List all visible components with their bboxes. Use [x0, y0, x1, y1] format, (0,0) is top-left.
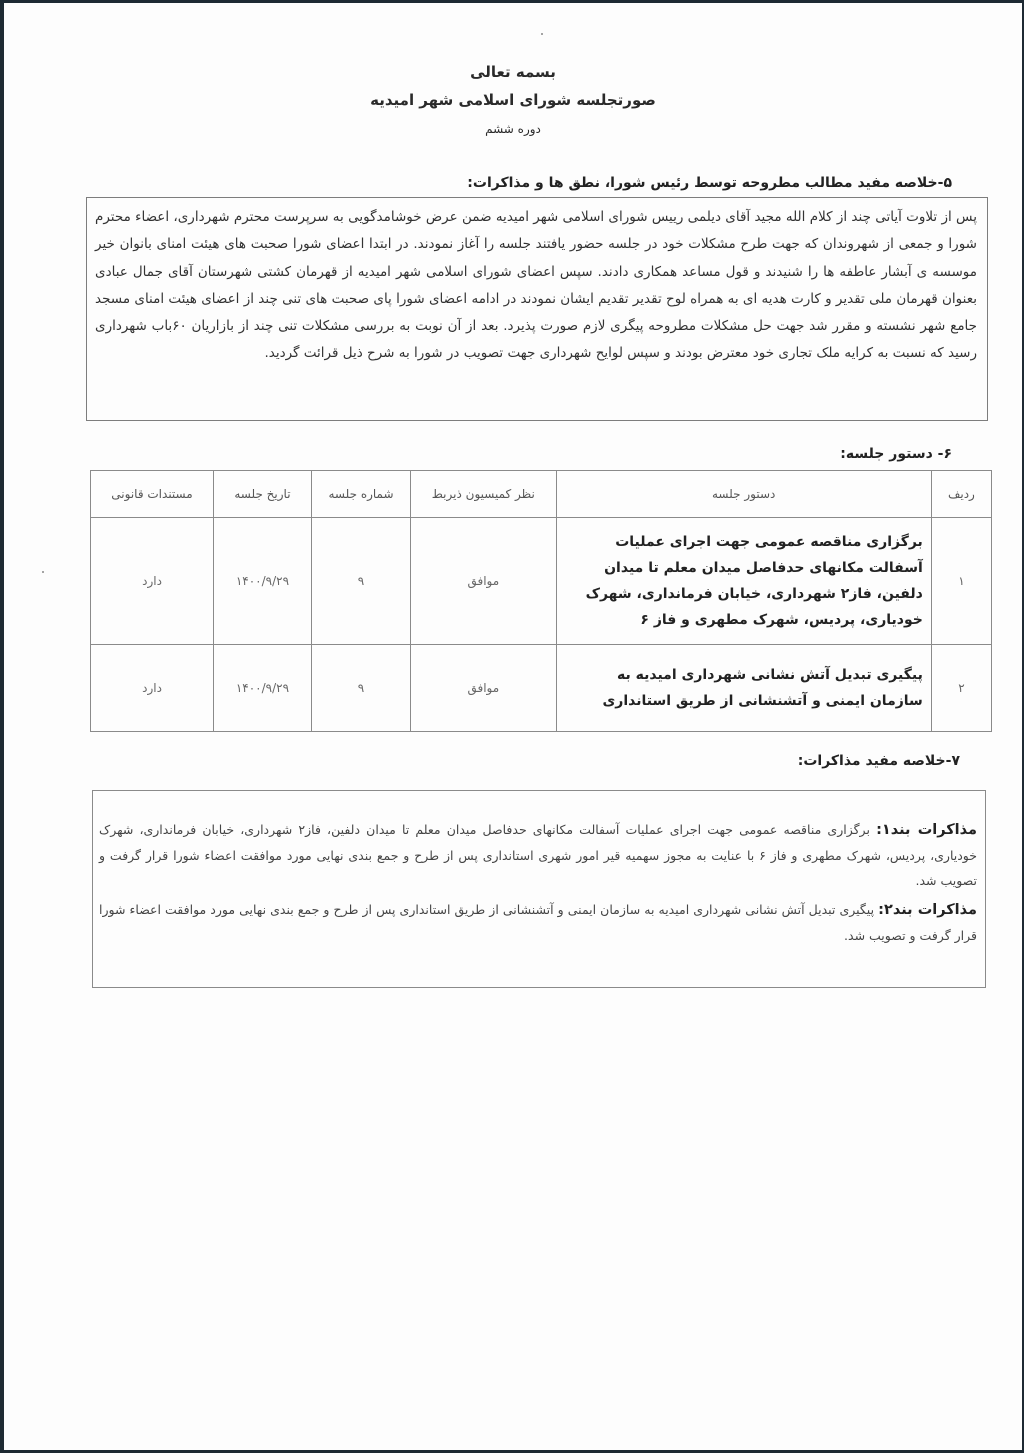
document-title: صورتجلسه شورای اسلامی شهر امیدیه [370, 91, 656, 109]
section-7-box [92, 790, 986, 988]
section-5-heading: ۵-خلاصه مفید مطالب مطروحه توسط رئیس شورا، نطق ها و مذاکرات: [467, 175, 952, 191]
discussion-item-label: مذاکرات بند۲: [878, 902, 978, 918]
scan-speck [42, 571, 44, 573]
discussion-item-1 [99, 817, 977, 893]
row-legal-docs: دارد [91, 518, 214, 645]
section-5-box [86, 197, 988, 421]
row-session-date: ۱۴۰۰/۹/۲۹ [214, 518, 312, 645]
scan-speck [541, 33, 543, 35]
discussion-item-text: برگزاری مناقصه عمومی جهت اجرای عملیات آسفالت مکانهای حدفاصل میدان معلم تا میدان دلفین، فاز۲ شهرداری، خیابان فرمانداری، شهرک خودیاری، پردیس، شهرک مطهری و فاز ۶ با عنایت به مجوز سهمیه قیر امور شهری استانداری پس از طرح و جمع بندی نهایی مورد موافقت اعضاء شورا قرار گرفت و تصویب شد. [99, 822, 977, 888]
row-index: ۱ [931, 518, 991, 645]
section-6-heading: ۶- دستور جلسه: [840, 446, 952, 462]
col-commission-header: نظر کمیسیون ذیربط [411, 471, 556, 518]
agenda-table [90, 470, 992, 732]
table-row [91, 645, 992, 732]
discussion-item-label: مذاکرات بند۱: [876, 822, 978, 838]
discussion-item-text: پیگیری تبدیل آتش نشانی شهرداری امیدیه به سازمان ایمنی و آتشنشانی از طریق استانداری پس از طرح و جمع بندی نهایی مورد موافقت اعضاء شورا قرار گرفت و تصویب شد. [99, 902, 977, 943]
col-session-date-header: تاریخ جلسه [214, 471, 312, 518]
row-commission-opinion: موافق [411, 645, 556, 732]
section-7-heading: ۷-خلاصه مفید مذاکرات: [797, 753, 960, 769]
col-session-number-header: شماره جلسه [311, 471, 410, 518]
invocation-heading: بسمه تعالی [470, 63, 556, 81]
row-session-number: ۹ [311, 518, 410, 645]
council-term: دوره ششم [485, 122, 541, 136]
col-topic-header: دستور جلسه [556, 471, 931, 518]
row-topic: برگزاری مناقصه عمومی جهت اجرای عملیات آسفالت مکانهای حدفاصل میدان معلم تا میدان دلفین، فاز۲ شهرداری، خیابان فرمانداری، شهرک خودیاری، پردیس، شهرک مطهری و فاز ۶ [556, 518, 931, 645]
section-5-body: پس از تلاوت آیاتی چند از کلام الله مجید آقای دیلمی رییس شورای اسلامی شهر امیدیه ضمن عرض خوشامدگویی به سرپرست محترم شهرداری، اعضاء محترم شورا و جمعی از شهروندان که جهت طرح مشکلات خود در جلسه حضور یافتند جلسه را آغاز نمودند. در ابتدا اعضای شورا صحبت های هیئت امنای بانوان خیر موسسه ی آبشار عاطفه ها را شنیدند و قول مساعد همکاری دادند. سپس اعضای شورای اسلامی شهر امیدیه از قهرمان کشتی شهرستان آقای جمال عبادی بعنوان قهرمان ملی تقدیر و کارت هدیه ای به همراه لوح تقدیر تقدیم ایشان نمودند در ادامه اعضای شورا پای صحبت های تنی چند از اعضای هیئت امنای مسجد جامع شهر نشسته و مقرر شد جهت حل مشکلات مطروحه پیگری لازم صورت پذیرد. بعد از آن نوبت به بررسی مشکلات تنی چند از بازاریان ۶۰باب شهرداری رسید که نسبت به کرایه ملک تجاری خود معترض بودند و سپس لوایح شهرداری جهت تصویب در شورا به شرح ذیل قرائت گردید. [95, 209, 978, 362]
agenda-header-row [91, 471, 992, 518]
col-index-header: ردیف [931, 471, 991, 518]
row-session-number: ۹ [311, 645, 410, 732]
document-page [4, 3, 1022, 1450]
row-legal-docs: دارد [91, 645, 214, 732]
row-index: ۲ [931, 645, 991, 732]
row-commission-opinion: موافق [411, 518, 556, 645]
col-legal-docs-header: مستندات قانونی [91, 471, 214, 518]
row-topic: پیگیری تبدیل آتش نشانی شهرداری امیدیه به سازمان ایمنی و آتشنشانی از طریق استانداری [556, 645, 931, 732]
table-row [91, 518, 992, 645]
discussion-item-2 [99, 897, 977, 948]
row-session-date: ۱۴۰۰/۹/۲۹ [214, 645, 312, 732]
